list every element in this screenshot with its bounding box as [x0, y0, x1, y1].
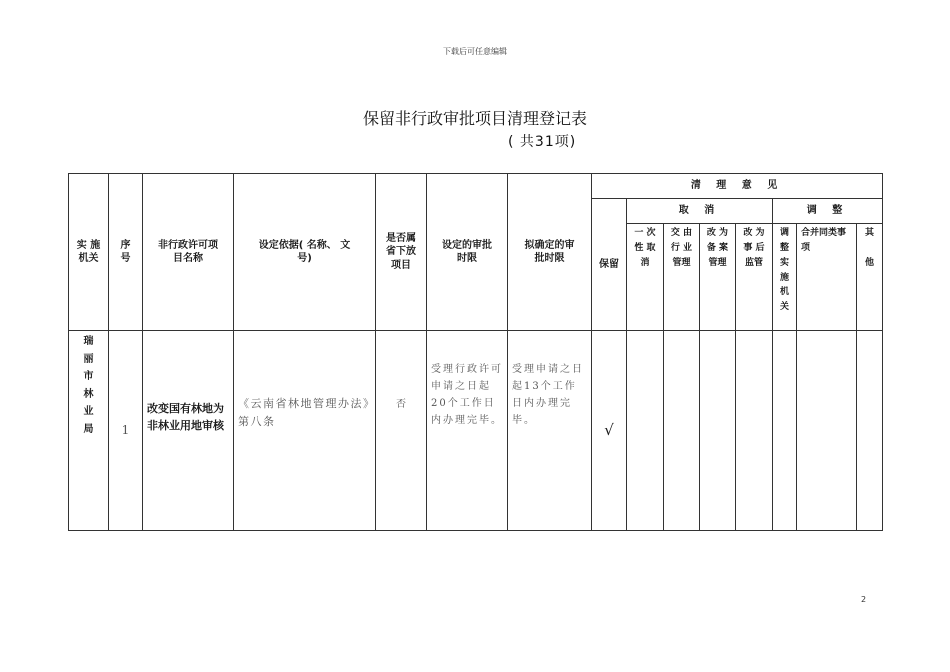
- col-time-limit-header: 设定的审批 时限: [427, 174, 508, 331]
- row-retain-checkmark: √: [592, 331, 627, 531]
- row-adjust-agency: [773, 331, 797, 531]
- page-subtitle: ( 共31项): [508, 134, 577, 150]
- row-basis: 《云南省林地管理办法》第八条: [234, 331, 376, 531]
- col-agency-header: 实 施 机关: [69, 174, 109, 331]
- opinion-group-header: 清 理 意 见: [592, 174, 883, 199]
- col-retain-header: 保留: [592, 199, 627, 331]
- table-row: [69, 331, 883, 531]
- col-basis-header: 设定依据( 名称、 文 号): [234, 174, 376, 331]
- col-industry-mgmt-header: 交 由 行 业 管理: [664, 224, 700, 331]
- row-proposed-limit: 受理申请之日起13个工作日内办理完毕。: [508, 331, 592, 531]
- page-title: 保留非行政审批项目清理登记表: [362, 109, 587, 128]
- col-merge-items-header: 合并同类事 项: [797, 224, 857, 331]
- header-note: 下载后可任意编辑: [443, 47, 507, 56]
- col-adjust-agency-header: 调 整 实 施 机 关: [773, 224, 797, 331]
- row-agency: 瑞 丽 市 林 业 局: [69, 331, 109, 531]
- row-seq: 1: [109, 331, 143, 531]
- adjust-group-header: 调 整: [773, 199, 883, 224]
- row-item-name: 改变国有林地为非林业用地审核: [143, 331, 234, 531]
- row-merge-items: [797, 331, 857, 531]
- col-post-supervision-header: 改 为 事 后 监管: [736, 224, 773, 331]
- col-other-header: 其 他: [857, 224, 883, 331]
- col-proposed-limit-header: 拟确定的审 批时限: [508, 174, 592, 331]
- cancel-group-header: 取 消: [627, 199, 773, 224]
- row-filing-mgmt: [700, 331, 736, 531]
- col-item-name-header: 非行政许可项 目名称: [143, 174, 234, 331]
- row-other: [857, 331, 883, 531]
- col-delegated-header: 是否属 省下放 项目: [376, 174, 427, 331]
- row-one-time-cancel: [627, 331, 664, 531]
- row-post-supervision: [736, 331, 773, 531]
- registration-table: [68, 173, 883, 531]
- col-filing-mgmt-header: 改 为 备 案 管理: [700, 224, 736, 331]
- row-industry-mgmt: [664, 331, 700, 531]
- row-delegated: 否: [376, 331, 427, 531]
- col-one-time-cancel-header: 一 次 性 取 消: [627, 224, 664, 331]
- page-number: 2: [861, 595, 867, 604]
- col-seq-header: 序 号: [109, 174, 143, 331]
- row-time-limit: 受理行政许可申请之日起20个工作日内办理完毕。: [427, 331, 508, 531]
